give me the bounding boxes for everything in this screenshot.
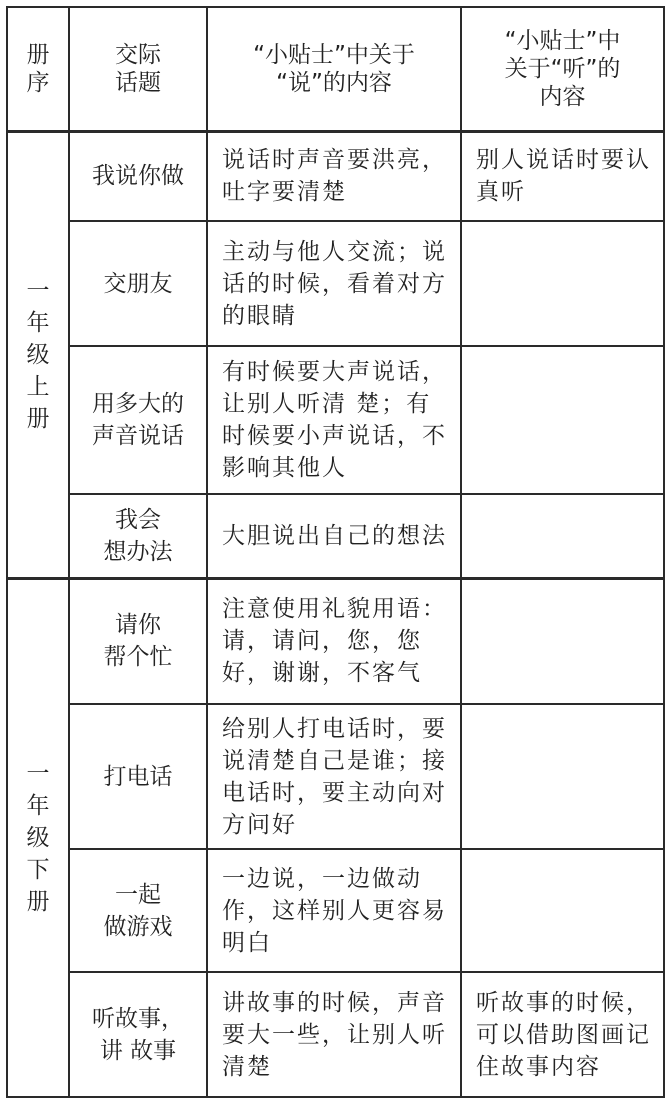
topic-cell: 用多大的 声音说话 [69,346,207,494]
header-listen: “小贴士”中 关于“听”的 内容 [461,7,664,131]
volume-label-second: 一 年 级 下 册 [7,578,69,1097]
table-row [7,849,664,972]
table-row [7,578,664,704]
say-cell: 注意使用礼貌用语：请，请问，您，您好，谢谢，不客气 [207,578,461,704]
say-cell: 大胆说出自己的想法 [207,494,461,578]
topic-cell: 听故事， 讲 故事 [69,972,207,1097]
say-cell: 主动与他人交流；说话的时候，看着对方的眼睛 [207,221,461,346]
say-cell: 给别人打电话时，要说清楚自己是谁；接电话时，要主动向对方问好 [207,704,461,849]
say-cell: 讲故事的时候，声音要大一些，让别人听清楚 [207,972,461,1097]
table-row [7,704,664,849]
topic-cell: 打电话 [69,704,207,849]
listen-cell: 别人说话时要认真听 [461,131,664,221]
listen-cell [461,221,664,346]
listen-cell [461,346,664,494]
listen-cell [461,578,664,704]
table-row [7,221,664,346]
topic-cell: 请你 帮个忙 [69,578,207,704]
header-topic: 交际 话题 [69,7,207,131]
listen-cell [461,849,664,972]
topic-cell: 我会 想办法 [69,494,207,578]
topic-cell: 一起 做游戏 [69,849,207,972]
header-say: “小贴士”中关于 “说”的内容 [207,7,461,131]
table-row [7,131,664,221]
say-cell: 一边说，一边做动作，这样别人更容易明白 [207,849,461,972]
header-volume: 册 序 [7,7,69,131]
tips-table [6,6,665,1098]
table-row [7,346,664,494]
listen-cell: 听故事的时候，可以借助图画记住故事内容 [461,972,664,1097]
header-row [7,7,664,131]
say-cell: 有时候要大声说话，让别人听清 楚；有时候要小声说话，不影响其他人 [207,346,461,494]
listen-cell [461,704,664,849]
volume-label-first: 一 年 级 上 册 [7,131,69,578]
topic-cell: 交朋友 [69,221,207,346]
table-row [7,972,664,1097]
listen-cell [461,494,664,578]
topic-cell: 我说你做 [69,131,207,221]
table-row [7,494,664,578]
say-cell: 说话时声音要洪亮，吐字要清楚 [207,131,461,221]
